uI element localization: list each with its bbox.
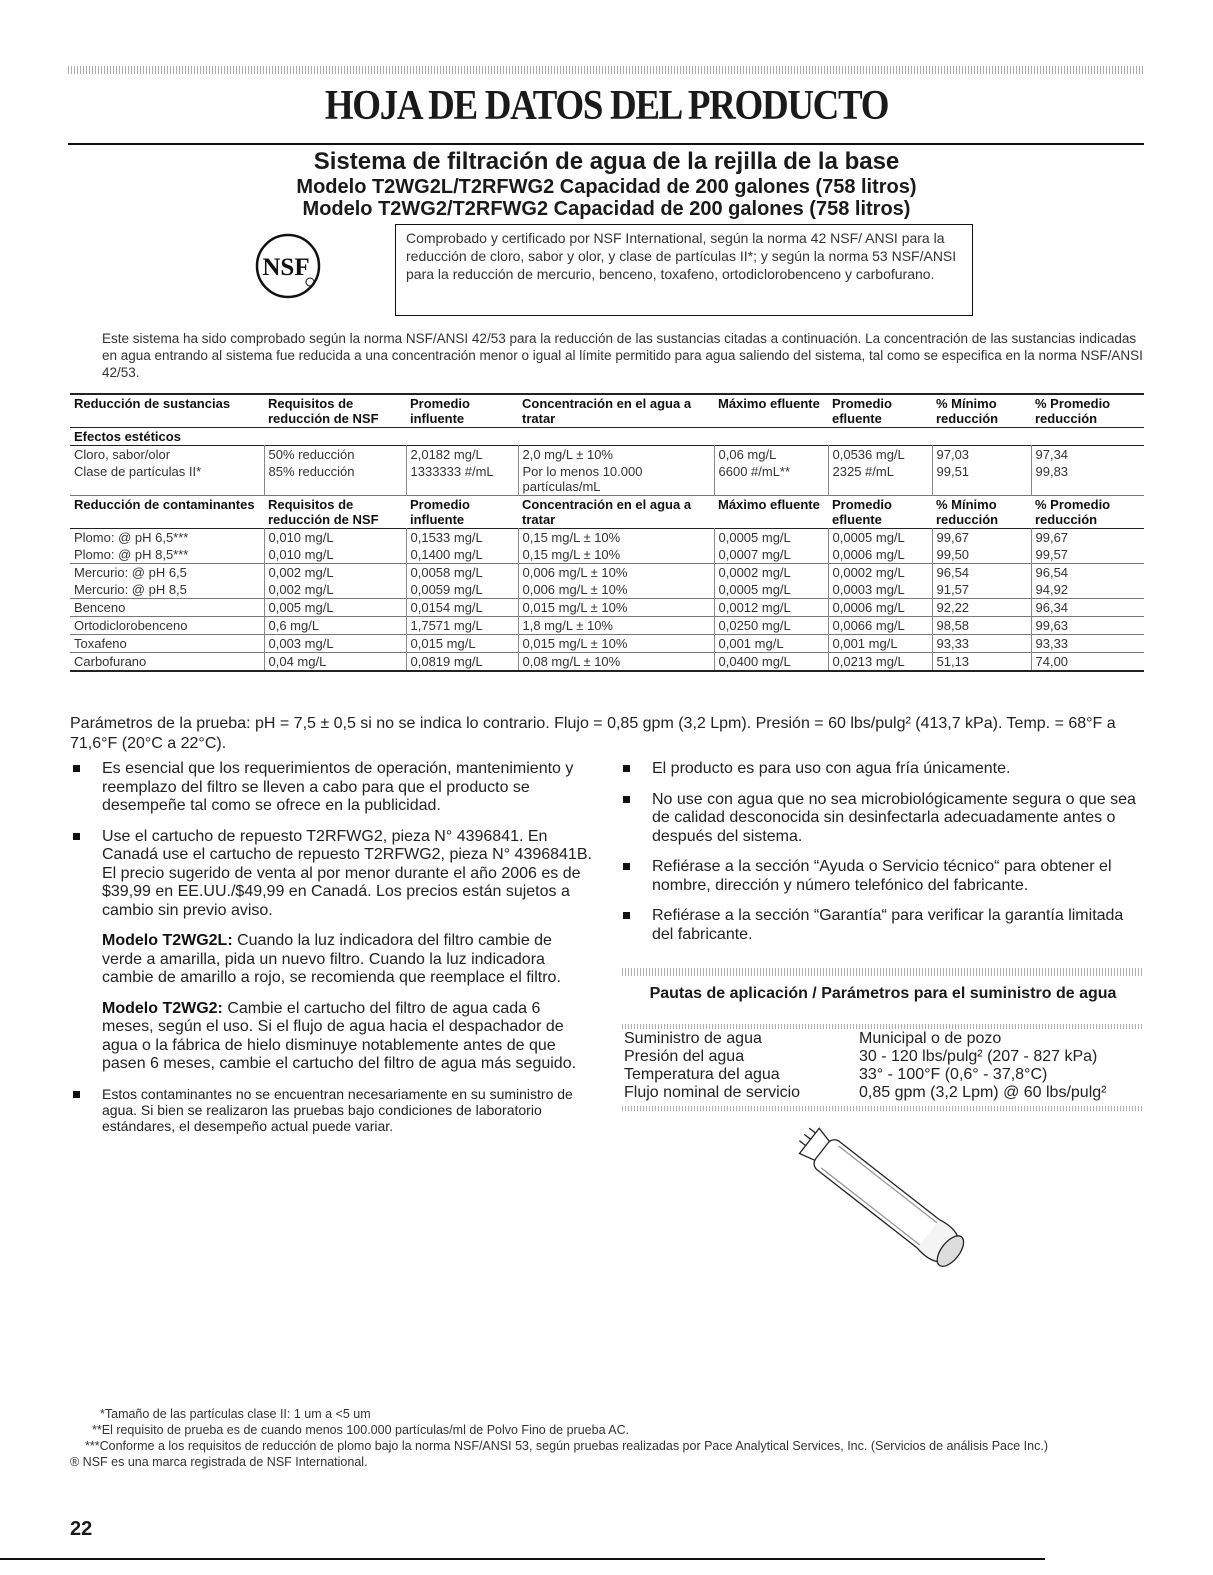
guideline-label: Temperatura del agua <box>624 1066 780 1083</box>
list-item: Refiérase a la sección “Garantía“ para verificar la garantía limitada del fabricante. <box>620 907 1145 944</box>
table-row <box>70 599 1144 617</box>
table-cell: 94,92 <box>1031 581 1144 599</box>
footnotes <box>70 1406 1150 1470</box>
table-row <box>70 446 1144 464</box>
table-subheader: Efectos estéticos <box>74 429 181 444</box>
table-cell: 98,58 <box>932 617 1031 635</box>
table-cell: 2,0182 mg/L <box>406 446 518 464</box>
decorative-hatch-bar <box>68 66 1144 74</box>
model-b-note <box>70 1000 592 1074</box>
model-a-text: Cuando la luz indicadora del filtro cambie de verde a amarilla, pida un nuevo filtro. Cuando la luz indicadora cambie de amarillo a rojo, se recomienda que reemplace el filtro. <box>102 932 561 986</box>
guideline-value: 33° - 100°F (0,6° - 37,8°C) <box>859 1066 1048 1083</box>
table-cell: 0,002 mg/L <box>264 581 406 599</box>
table-cell: 85% reducción <box>264 463 406 496</box>
table-cell: 50% reducción <box>264 446 406 464</box>
table-cell: 2,0 mg/L ± 10% <box>518 446 714 464</box>
table-cell: 0,010 mg/L <box>264 529 406 547</box>
table-cell: 93,33 <box>1031 635 1144 653</box>
table-row <box>622 1066 1144 1084</box>
table-cell: 0,1400 mg/L <box>406 546 518 564</box>
guidelines-title: Pautas de aplicación / Parámetros para el suministro de agua <box>649 985 1117 1002</box>
table-cell: 0,15 mg/L ± 10% <box>518 529 714 547</box>
table-subheader-row <box>70 428 1144 446</box>
table-cell: 0,0002 mg/L <box>714 564 828 582</box>
table-row <box>70 546 1144 564</box>
table-cell: 0,0005 mg/L <box>714 581 828 599</box>
table-row <box>70 529 1144 547</box>
model-line-1: Modelo T2WG2L/T2RFWG2 Capacidad de 200 galones (758 litros) <box>296 176 917 198</box>
list-item: El producto es para uso con agua fría únicamente. <box>620 760 1145 779</box>
table-cell: 0,0058 mg/L <box>406 564 518 582</box>
table-cell: 96,54 <box>932 564 1031 582</box>
table-cell: 0,08 mg/L ± 10% <box>518 653 714 672</box>
filter-cartridge-illustration <box>775 1120 995 1280</box>
table-header-cell: Requisitos de reducción de NSF <box>268 396 379 426</box>
guideline-label: Suministro de agua <box>624 1030 762 1047</box>
intro-paragraph: Este sistema ha sido comprobado según la norma NSF/ANSI 42/53 para la reducción de las sustancias citadas a continuación. La concentración de las sustancias indicadas en agua entrando al sistema fue reducida a una concentración menor o igual al límite permitido para agua saliendo del sistema, tal como se especifica en la norma NSF/ANSI 42/53. <box>102 331 1143 380</box>
table-row <box>622 1030 1144 1048</box>
table-header-cell: Máximo efluente <box>718 497 820 512</box>
list-item: Estos contaminantes no se encuentran necesariamente en su suministro de agua. Si bien se realizaron las pruebas bajo condiciones de laboratorio estándares, el desempeño actual puede variar. <box>70 1086 592 1134</box>
table-cell: 0,0007 mg/L <box>714 546 828 564</box>
table-cell: 0,0213 mg/L <box>828 653 932 672</box>
guidelines-table <box>622 1030 1144 1102</box>
table-cell: 0,005 mg/L <box>264 599 406 617</box>
list-item: Es esencial que los requerimientos de operación, mantenimiento y reemplazo del filtro se lleven a cabo para que el producto se desempeñe tal como se ofrece en la publicidad. <box>70 760 592 816</box>
table-row <box>622 1084 1144 1102</box>
table-cell: 97,03 <box>932 446 1031 464</box>
table-row <box>70 463 1144 496</box>
table-cell: 0,06 mg/L <box>714 446 828 464</box>
table-cell: 99,83 <box>1031 463 1144 496</box>
table-header-cell: % Promedio reducción <box>1035 497 1111 527</box>
table-cell: 0,002 mg/L <box>264 564 406 582</box>
table-cell: 1,7571 mg/L <box>406 617 518 635</box>
table-cell: 93,33 <box>932 635 1031 653</box>
guideline-label: Flujo nominal de servicio <box>624 1084 801 1101</box>
table-cell: 0,015 mg/L <box>406 635 518 653</box>
page-title: HOJA DE DATOS DEL PRODUCTO <box>324 83 889 129</box>
table-cell: 1333333 #/mL <box>406 463 518 496</box>
table-cell: 0,015 mg/L ± 10% <box>518 599 714 617</box>
table-cell: 0,010 mg/L <box>264 546 406 564</box>
table-row <box>70 617 1144 635</box>
decorative-hatch-bar <box>622 968 1144 976</box>
table-row <box>622 1048 1144 1066</box>
table-cell: 0,0006 mg/L <box>828 546 932 564</box>
table-cell: 0,006 mg/L ± 10% <box>518 581 714 599</box>
table-cell: 0,0250 mg/L <box>714 617 828 635</box>
table-cell: 99,63 <box>1031 617 1144 635</box>
model-b-label: Modelo T2WG2: <box>102 999 223 1017</box>
table-cell: Por lo menos 10.000 partículas/mL <box>518 463 714 496</box>
table-cell: 51,13 <box>932 653 1031 672</box>
table-cell: 0,006 mg/L ± 10% <box>518 564 714 582</box>
table-cell: Clase de partículas II* <box>74 464 202 479</box>
model-line-2: Modelo T2WG2/T2RFWG2 Capacidad de 200 galones (758 litros) <box>302 198 911 220</box>
table-header-cell: Concentración en el agua a tratar <box>522 497 692 527</box>
table-header-cell: Reducción de sustancias <box>74 396 231 411</box>
table-cell: 0,0006 mg/L <box>828 599 932 617</box>
performance-table <box>70 393 1144 672</box>
test-parameters: Parámetros de la prueba: pH = 7,5 ± 0,5 si no se indica lo contrario. Flujo = 0,85 gpm (3,2 Lpm). Presión = 60 lbs/pulg² (413,7 kPa). Temp. = 68°F a 71,6°F (20°C a 22°C). <box>70 715 1116 752</box>
guideline-value: 0,85 gpm (3,2 Lpm) @ 60 lbs/pulg² <box>859 1084 1107 1101</box>
table-cell: 96,34 <box>1031 599 1144 617</box>
guideline-label: Presión del agua <box>624 1048 745 1065</box>
decorative-hatch-bar <box>622 1024 1144 1029</box>
table-cell: Cloro, sabor/olor <box>74 447 171 462</box>
table-cell: 97,34 <box>1031 446 1144 464</box>
nsf-logo-icon <box>254 232 322 300</box>
model-b-text: Cambie el cartucho del filtro de agua cada 6 meses, según el uso. Si el flujo de agua hacia el despachador de agua o la fábrica de hielo disminuye notablemente antes de que pasen 6 meses, cambie el cartucho del filtro de agua más seguido. <box>102 999 577 1072</box>
table-cell: 0,0400 mg/L <box>714 653 828 672</box>
page-number: 22 <box>70 1518 93 1540</box>
table-cell: 0,003 mg/L <box>264 635 406 653</box>
table-header-cell: Requisitos de reducción de NSF <box>268 497 379 527</box>
footnote: **El requisito de prueba es de cuando menos 100.000 partículas/ml de Polvo Fino de prueba AC. <box>92 1423 630 1437</box>
table-header-cell: Máximo efluente <box>718 396 820 411</box>
table-cell: 0,0066 mg/L <box>828 617 932 635</box>
table-row <box>70 635 1144 653</box>
table-row <box>70 653 1144 672</box>
table-cell: 0,6 mg/L <box>264 617 406 635</box>
table-cell: Plomo: @ pH 8,5*** <box>74 547 189 562</box>
table-cell: 0,04 mg/L <box>264 653 406 672</box>
table-cell: 92,22 <box>932 599 1031 617</box>
table-cell: 99,67 <box>932 529 1031 547</box>
table-cell: 0,15 mg/L ± 10% <box>518 546 714 564</box>
table-cell: 2325 #/mL <box>828 463 932 496</box>
left-column <box>70 760 592 1146</box>
list-item: Refiérase a la sección “Ayuda o Servicio técnico“ para obtener el nombre, dirección y número telefónico del fabricante. <box>620 858 1145 895</box>
table-cell: 99,51 <box>932 463 1031 496</box>
footnote: ***Conforme a los requisitos de reducción de plomo bajo la norma NSF/ANSI 53, según pruebas realizadas por Pace Analytical Services, Inc. (Servicios de análisis Pace Inc.) <box>85 1439 1048 1453</box>
table-header-cell: % Mínimo reducción <box>936 396 999 426</box>
table-cell: 0,001 mg/L <box>714 635 828 653</box>
table-cell: Toxafeno <box>74 636 127 651</box>
table-cell: 96,54 <box>1031 564 1144 582</box>
table-cell: 74,00 <box>1031 653 1144 672</box>
table-cell: 0,0154 mg/L <box>406 599 518 617</box>
certification-box: Comprobado y certificado por NSF International, según la norma 42 NSF/ ANSI para la reducción de cloro, sabor y olor, y clase de partículas II*; y según la norma 53 NSF/ANSI para la reducción de mercurio, benceno, toxafeno, ortodiclorobenceno y carbofurano. <box>395 224 973 316</box>
table-cell: Carbofurano <box>74 654 147 669</box>
system-title: Sistema de filtración de agua de la rejilla de la base <box>313 148 900 175</box>
table-cell: 0,0059 mg/L <box>406 581 518 599</box>
logo-text: NSF <box>262 254 310 281</box>
table-cell: 0,015 mg/L ± 10% <box>518 635 714 653</box>
list-item: Use el cartucho de repuesto T2RFWG2, pieza N° 4396841. En Canadá use el cartucho de repuesto T2RFWG2, pieza N° 4396841B. El precio sugerido de venta al por menor durante el año 2006 es de $39,99 en EE.UU./$49,99 en Canadá. Los precios están sujetos a cambio sin previo aviso. <box>70 828 592 921</box>
bottom-rule <box>0 1558 1045 1560</box>
table-row <box>70 564 1144 582</box>
guideline-value: 30 - 120 lbs/pulg² (207 - 827 kPa) <box>859 1048 1098 1065</box>
table-header-row <box>70 394 1144 428</box>
table-cell: Mercurio: @ pH 6,5 <box>74 565 187 580</box>
decorative-hatch-bar <box>622 1106 1144 1111</box>
table-header-cell: % Mínimo reducción <box>936 497 999 527</box>
title-rule <box>68 143 1144 145</box>
table-cell: 99,67 <box>1031 529 1144 547</box>
table-header-cell: Concentración en el agua a tratar <box>522 396 692 426</box>
footnote: ® NSF es una marca registrada de NSF International. <box>70 1455 368 1469</box>
list-item: No use con agua que no sea microbiológicamente segura o que sea de calidad desconocida sin desinfectarla adecuadamente antes o después del sistema. <box>620 791 1145 847</box>
table-cell: 0,1533 mg/L <box>406 529 518 547</box>
table-cell: 0,001 mg/L <box>828 635 932 653</box>
table-cell: 91,57 <box>932 581 1031 599</box>
table-header-cell: Promedio efluente <box>832 497 892 527</box>
model-a-note <box>70 932 592 988</box>
table-header-cell: Promedio efluente <box>832 396 892 426</box>
guideline-value: Municipal o de pozo <box>859 1030 1002 1047</box>
table-cell: Plomo: @ pH 6,5*** <box>74 530 189 545</box>
footnote: *Tamaño de las partículas clase II: 1 um a <5 um <box>100 1407 371 1421</box>
table-cell: 99,57 <box>1031 546 1144 564</box>
table-cell: Benceno <box>74 600 126 615</box>
table-header-cell: Promedio influente <box>410 497 470 527</box>
table-cell: 1,8 mg/L ± 10% <box>518 617 714 635</box>
table-cell: Ortodiclorobenceno <box>74 618 188 633</box>
table-cell: 0,0005 mg/L <box>828 529 932 547</box>
table-cell: 99,50 <box>932 546 1031 564</box>
table-cell: 6600 #/mL** <box>714 463 828 496</box>
table-cell: 0,0012 mg/L <box>714 599 828 617</box>
table-header-cell: % Promedio reducción <box>1035 396 1111 426</box>
table-cell: 0,0536 mg/L <box>828 446 932 464</box>
table-header-cell: Reducción de contaminantes <box>74 497 255 512</box>
table-cell: 0,0003 mg/L <box>828 581 932 599</box>
model-a-label: Modelo T2WG2L: <box>102 932 233 949</box>
table-cell: Mercurio: @ pH 8,5 <box>74 582 187 597</box>
table-row <box>70 581 1144 599</box>
right-column <box>620 760 1145 956</box>
table-cell: 0,0005 mg/L <box>714 529 828 547</box>
table-cell: 0,0819 mg/L <box>406 653 518 672</box>
table-header-row <box>70 496 1144 529</box>
table-header-cell: Promedio influente <box>410 396 470 426</box>
table-cell: 0,0002 mg/L <box>828 564 932 582</box>
